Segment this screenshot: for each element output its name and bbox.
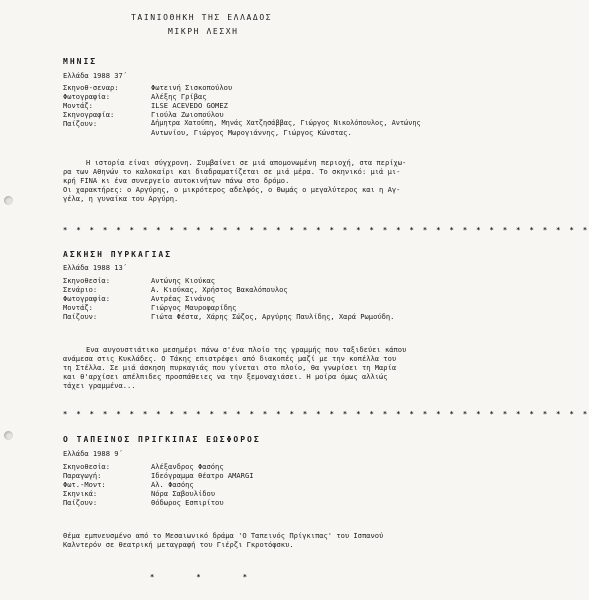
separator: * * * * * * * * * * * * * * * * * * * * * * * * * * * * * * * * * * * * * * * * — [63, 410, 589, 418]
credit-label: Σκηνικά: — [63, 489, 98, 498]
credit-value: Γιούλα Ζωιοπούλου — [151, 110, 224, 119]
credit-value: Νόρα Σαβουλίδου — [151, 489, 216, 498]
synopsis-line: Θέμα εμπνευσμένο από το Μεσαιωνικό δράμα 'Ο Ταπεινός Πρίγκιπας' του Ισπανού — [63, 531, 384, 540]
credit-value: Αντώνης Κιούκας — [151, 276, 216, 285]
synopsis-line: Καλντερόν σε θεατρική μεταγραφή του Γιέρζι Γκροτόφσκυ. — [63, 540, 294, 549]
credit-label: Σκηνοθ-σεναρ: — [63, 83, 119, 92]
film-title: ΜΗΝΙΣ — [63, 57, 98, 66]
archive-name: ΤΑΙΝΙΟΘΗΚΗ ΤΗΣ ΕΛΛΑΔΟΣ — [131, 13, 273, 22]
film-meta: Ελλάδα 1988 13΄ — [63, 263, 128, 272]
credit-label: Μοντάζ: — [63, 303, 93, 312]
credit-label: Παίζουν: — [63, 498, 98, 507]
film-meta: Ελλάδα 1988 37΄ — [63, 71, 128, 80]
credit-label: Μοντάζ: — [63, 101, 93, 110]
synopsis-line: κρή FINA κι ένα συνεργείο αυτοκινήτων πάνω στο δρόμο. — [63, 176, 290, 185]
film-meta: Ελλάδα 1988 9΄ — [63, 449, 123, 458]
credit-value: Α. Κιούκας, Χρήστος Βακαλόπουλος — [151, 285, 288, 294]
credit-value: Αντωνίου, Γιώργος Μωρογιάννης, Γιώργος Κώνστας. — [151, 128, 352, 137]
separator: * * * * * * * * * * * * * * * * * * * * * * * * * * * * * * * * * * * * * * * * — [63, 226, 589, 234]
synopsis-line: και θ'αρχίσει απέλπιδες προσπάθειες να την ξεμοναχιάσει. Η μοίρα όμως αλλιώς — [63, 372, 388, 381]
credit-label: Φωτ.-Μοντ: — [63, 480, 106, 489]
film-title: Ο ΤΑΠΕΙΝΟΣ ΠΡΙΓΚΙΠΑΣ ΕΩΣΦΟΡΟΣ — [63, 435, 261, 444]
credit-label: Φωτογραφία: — [63, 294, 110, 303]
credit-label: Παίζουν: — [63, 312, 98, 321]
credit-value: Θόδωρος Εσπιρίτου — [151, 498, 224, 507]
credit-value: Γιώτα Φέστα, Χάρης Σώζος, Αργύρης Παυλίδης, Χαρά Ρωμούδη. — [151, 312, 395, 321]
punch-hole — [4, 196, 13, 205]
credit-value: Γιώργος Μαυροφαρίδης — [151, 303, 237, 312]
credit-label: Σκηνοθεσία: — [63, 462, 110, 471]
credit-value: Αντρέας Σινάνος — [151, 294, 216, 303]
credit-label: Φωτογραφία: — [63, 92, 110, 101]
credit-value: ILSE ACEVEDO GOMEZ — [151, 101, 228, 110]
film-credits — [63, 276, 403, 321]
credit-label: Σκηνοθεσία: — [63, 276, 110, 285]
synopsis-line: Ενα αυγουστιάτικο μεσημέρι πάνω σ'ένα πλοίο της γραμμής που ταξιδεύει κάπου — [86, 345, 407, 354]
credit-value: Αλ. Φασόης — [151, 480, 194, 489]
synopsis-line: Η ιστορία είναι σύγχρονη. Συμβαίνει σε μιά απομονωμένη περιοχή, στα περίχω- — [86, 158, 407, 167]
credit-value: Δήμητρα Χατούπη, Μηνάς Χατζησάββας, Γιώργος Νικολόπουλος, Αντώνης — [151, 119, 421, 127]
film-credits — [63, 83, 421, 137]
synopsis-line: ανάμεσα στις Κυκλάδες. Ο Τάκης επιστρέφει από διακοπές μαζί με την κοπέλλα του — [63, 354, 397, 363]
film-title: ΑΣΚΗΣΗ ΠΥΡΚΑΓΙΑΣ — [63, 250, 173, 259]
credit-label: Παραγωγή: — [63, 471, 102, 480]
synopsis-line: Οι χαρακτήρες: ο Αργύρης, ο μικρότερος αδελφός, ο Θωμάς ο μεγαλύτερος και η Αγ- — [63, 185, 401, 194]
punch-hole — [4, 431, 13, 440]
credit-value: Ιδεόγραμμα θέατρο AMARGI — [151, 471, 254, 480]
credit-label: Παίζουν: — [63, 119, 98, 128]
synopsis-line: τάχει γραμμένα... — [63, 381, 136, 390]
footer-stars: * * * — [150, 573, 247, 581]
synopsis-line: γέλα, η γυναίκα του Αργύρη. — [63, 194, 179, 203]
credit-value: Φωτεινή Σισκοπούλου — [151, 83, 233, 92]
film-credits — [63, 462, 403, 507]
credit-value: Αλέξανδρος Φασόης — [151, 462, 224, 471]
club-name: ΜΙΚΡΗ ΛΕΣΧΗ — [168, 27, 239, 36]
synopsis-line: τη Στέλλα. Σε μιά άσκηση πυρκαγιάς που γίνεται στο πλοίο, θα γνωρίσει τη Μαρία — [63, 363, 397, 372]
credit-label: Σκηνογραφία: — [63, 110, 115, 119]
credit-label: Σενάριο: — [63, 285, 98, 294]
credit-value: Αλέξης Γρίβας — [151, 92, 207, 101]
synopsis-line: ρα των Αθηνών τo καλοκαίρι και διαδραματίζεται σε μιά μέρα. Το σκηνικό: μιά μι- — [63, 167, 401, 176]
